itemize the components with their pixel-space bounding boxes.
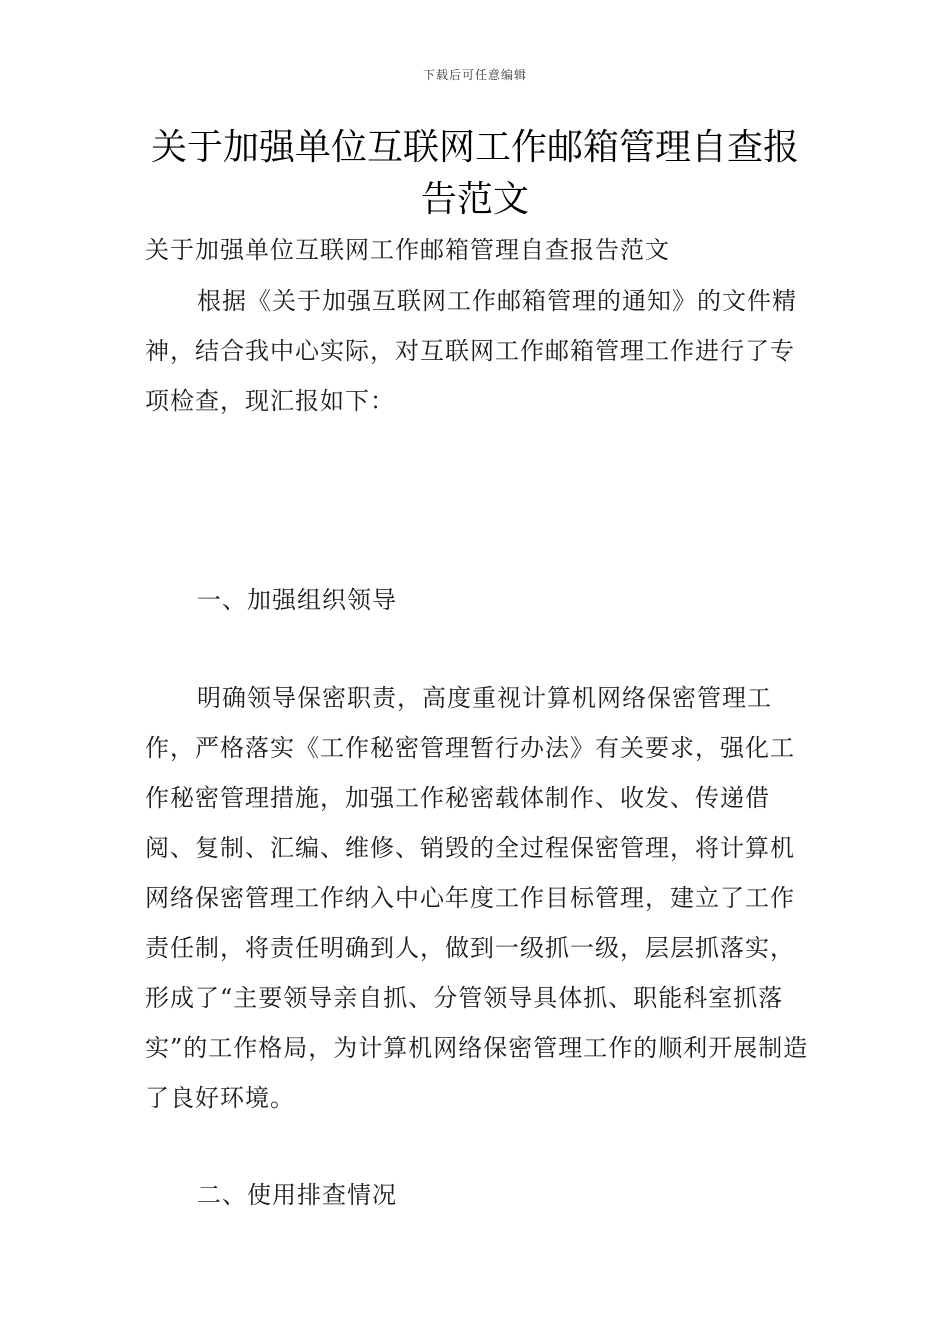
intro-paragraph: 根据《关于加强互联网工作邮箱管理的通知》的文件精神，结合我中心实际，对互联网工作邮箱管理工作进行了专项检查，现汇报如下： [145,287,797,415]
section-heading-usage-check: 二、使用排查情况 [197,1181,397,1209]
section-heading-organization: 一、加强组织领导 [197,586,397,614]
header-note: 下载后可任意编辑 [422,68,527,82]
document-title: 关于加强单位互联网工作邮箱管理自查报告范文 [150,127,799,220]
document-subtitle: 关于加强单位互联网工作邮箱管理自查报告范文 [145,236,670,264]
organization-paragraph: 明确领导保密职责，高度重视计算机网络保密管理工作，严格落实《工作秘密管理暂行办法》有关要求，强化工作秘密管理措施，加强工作秘密载体制作、收发、传递借阅、复制、汇编、维修、销毁的全过程保密管理，将计算机网络保密管理工作纳入中心年度工作目标管理，建立了工作责任制，将责任明确到人，做到一级抓一级，层层抓落实，形成了“主要领导亲自抓、分管领导具体抓、职能科室抓落实”的工作格局，为计算机网络保密管理工作的顺利开展制造了良好环境。 [145,684,809,1112]
